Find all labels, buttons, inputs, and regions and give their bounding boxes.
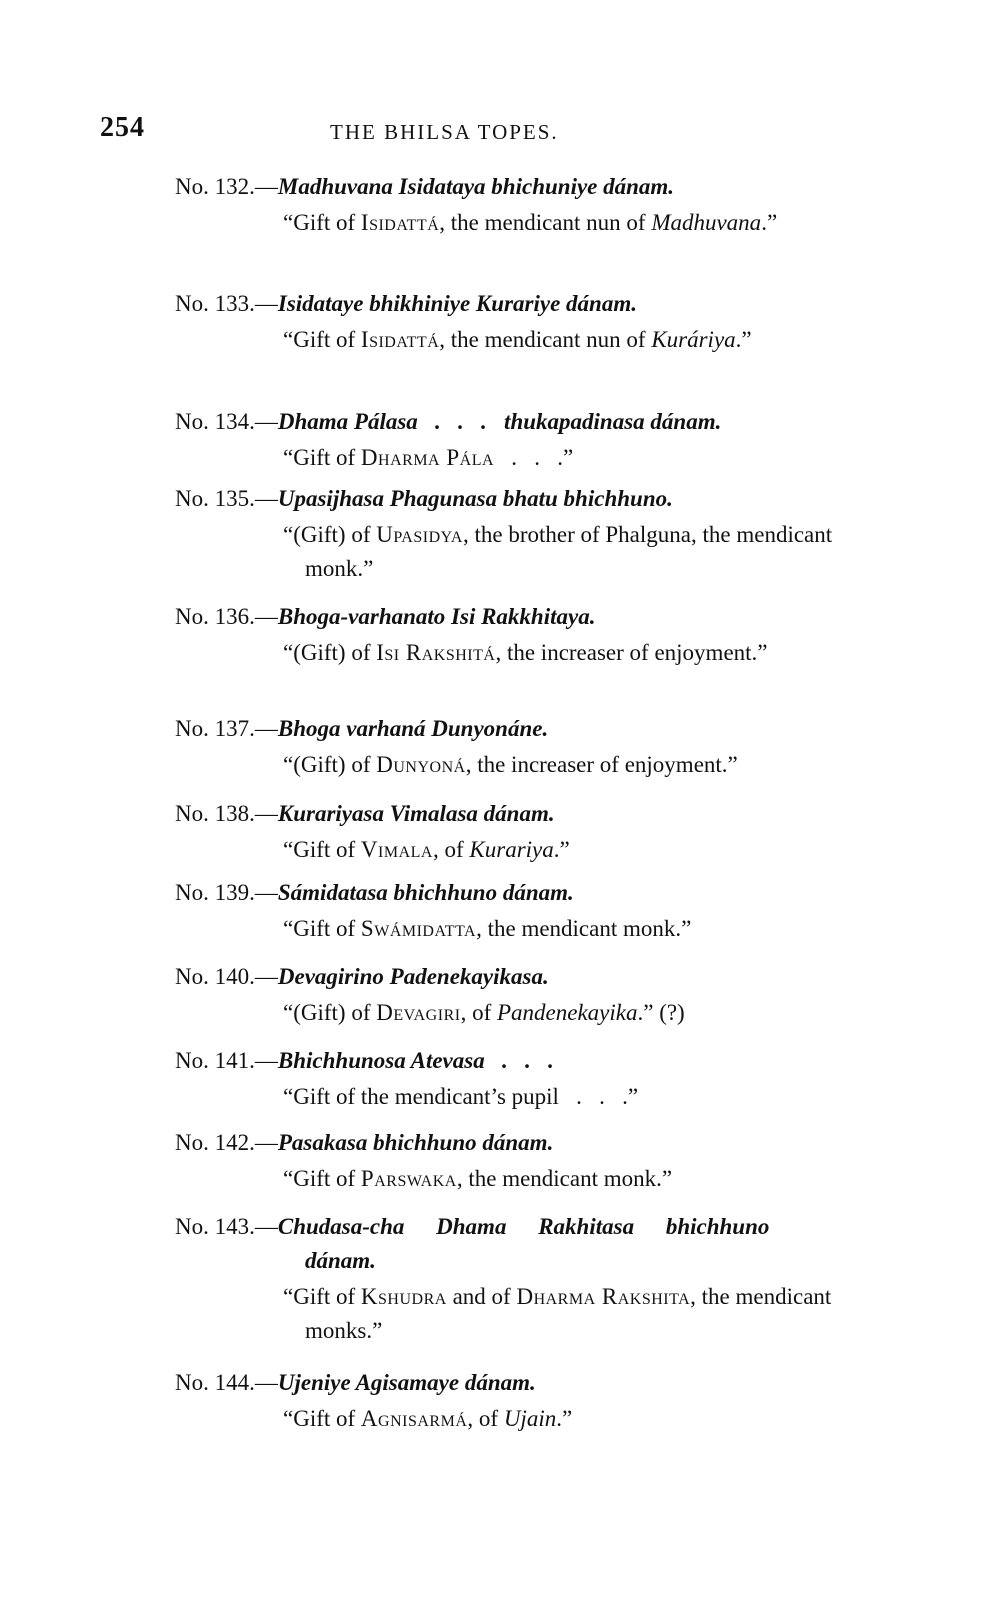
translation-text bbox=[175, 1402, 865, 1436]
translation-segment: . . .” bbox=[494, 445, 574, 470]
translation-segment: .” bbox=[735, 327, 752, 352]
entry-134 bbox=[175, 405, 865, 475]
translation-text bbox=[175, 1162, 865, 1196]
inscription-text: Bhichhunosa Atevasa . . . bbox=[277, 1048, 554, 1073]
inscription-text: Madhuvana Isidataya bhichuniye dánam. bbox=[277, 174, 675, 199]
translation-segment: “Gift of bbox=[283, 837, 361, 862]
translation-text bbox=[175, 323, 865, 357]
entry-number: No. 141. bbox=[175, 1048, 255, 1073]
translation-segment: , the mendicant monk.” bbox=[456, 1166, 673, 1191]
entry-143 bbox=[175, 1210, 865, 1348]
entry-heading: No. 143.—Chudasa-cha Dhama Rakhitasa bhichhuno dánam. bbox=[175, 1214, 770, 1273]
entry-142 bbox=[175, 1126, 865, 1196]
place-name: Ujain bbox=[503, 1406, 557, 1431]
entry-number: No. 132. bbox=[175, 174, 255, 199]
translation-segment: , of bbox=[467, 1406, 504, 1431]
entry-139 bbox=[175, 876, 865, 946]
entry-141 bbox=[175, 1044, 865, 1114]
page-number: 254 bbox=[100, 112, 145, 143]
translation-text bbox=[175, 206, 865, 240]
translation-segment: , the increaser of enjoyment.” bbox=[465, 752, 738, 777]
proper-name: Agnisarmá bbox=[360, 1406, 468, 1431]
translation-segment: “(Gift) of bbox=[283, 752, 377, 777]
proper-name: Isidattá bbox=[360, 327, 440, 352]
entry-heading: No. 137.—Bhoga varhaná Dunyonáne. bbox=[175, 716, 549, 741]
translation-segment: and of bbox=[446, 1284, 517, 1309]
translation-segment: “Gift of bbox=[283, 445, 361, 470]
translation-segment: “Gift of bbox=[283, 210, 361, 235]
translation-text bbox=[175, 518, 865, 586]
translation-segment: “Gift of the mendicant’s pupil . . .” bbox=[283, 1084, 639, 1109]
entry-137 bbox=[175, 712, 865, 782]
inscription-text: Dhama Pálasa . . . thukapadinasa dánam. bbox=[277, 409, 722, 434]
translation-segment: , the mendicant nun of bbox=[439, 210, 652, 235]
inscription-text: Sámidatasa bhichhuno dánam. bbox=[277, 880, 574, 905]
entry-number: No. 134. bbox=[175, 409, 255, 434]
entry-number: No. 138. bbox=[175, 801, 255, 826]
entry-133 bbox=[175, 287, 865, 357]
inscription-text: Pasakasa bhichhuno dánam. bbox=[277, 1130, 554, 1155]
inscription-text: Bhoga varhaná Dunyonáne. bbox=[277, 716, 549, 741]
translation-segment: .” bbox=[553, 837, 570, 862]
entry-heading: No. 140.—Devagirino Padenekayikasa. bbox=[175, 964, 549, 989]
proper-name: Dharma Rakshita bbox=[516, 1284, 691, 1309]
translation-segment: “(Gift) of bbox=[283, 640, 377, 665]
proper-name: Isidattá bbox=[360, 210, 440, 235]
entry-heading: No. 132.—Madhuvana Isidataya bhichuniye dánam. bbox=[175, 174, 675, 199]
translation-text bbox=[175, 748, 865, 782]
entry-number: No. 137. bbox=[175, 716, 255, 741]
entry-number: No. 133. bbox=[175, 291, 255, 316]
place-name: Madhuvana bbox=[651, 210, 762, 235]
proper-name: Swámidatta bbox=[360, 916, 477, 941]
proper-name: Dunyoná bbox=[376, 752, 466, 777]
inscription-text: Kurariyasa Vimalasa dánam. bbox=[277, 801, 555, 826]
entry-135 bbox=[175, 482, 865, 586]
translation-segment: , of bbox=[432, 837, 470, 862]
entry-heading: No. 133.—Isidataye bhikhiniye Kurariye dánam. bbox=[175, 291, 637, 316]
entry-132 bbox=[175, 170, 865, 240]
inscription-text: Bhoga-varhanato Isi Rakkhitaya. bbox=[277, 604, 596, 629]
translation-segment: .” bbox=[556, 1406, 573, 1431]
inscription-text: Chudasa-cha Dhama Rakhitasa bhichhuno dánam. bbox=[277, 1214, 770, 1273]
entry-number: No. 142. bbox=[175, 1130, 255, 1155]
place-name: Kurariya bbox=[469, 837, 554, 862]
translation-text bbox=[175, 1080, 865, 1114]
inscription-text: Devagirino Padenekayikasa. bbox=[277, 964, 549, 989]
translation-segment: , of bbox=[460, 1000, 497, 1025]
entry-136 bbox=[175, 600, 865, 670]
entry-heading: No. 141.—Bhichhunosa Atevasa . . . bbox=[175, 1048, 554, 1073]
entry-number: No. 144. bbox=[175, 1370, 255, 1395]
entry-heading: No. 144.—Ujeniye Agisamaye dánam. bbox=[175, 1370, 536, 1395]
translation-segment: “(Gift) of bbox=[283, 1000, 377, 1025]
translation-segment: , the mendicant monks.” bbox=[305, 1284, 832, 1343]
translation-text bbox=[175, 833, 865, 867]
proper-name: Upasidya bbox=[376, 522, 463, 547]
translation-text bbox=[175, 996, 865, 1030]
proper-name: Isi Rakshitá bbox=[376, 640, 496, 665]
entry-140 bbox=[175, 960, 865, 1030]
inscription-text: Upasijhasa Phagunasa bhatu bhichhuno. bbox=[277, 486, 673, 511]
translation-segment: , the brother of Phalguna, the mendicant monk.” bbox=[305, 522, 833, 581]
translation-segment: , the mendicant monk.” bbox=[476, 916, 692, 941]
entry-number: No. 140. bbox=[175, 964, 255, 989]
proper-name: Dharma Pála bbox=[360, 445, 495, 470]
entry-heading: No. 134.—Dhama Pálasa . . . thukapadinasa dánam. bbox=[175, 409, 722, 434]
place-name: Pandenekayika bbox=[497, 1000, 638, 1025]
entry-number: No. 143. bbox=[175, 1214, 255, 1239]
entry-144 bbox=[175, 1366, 865, 1436]
entry-heading: No. 135.—Upasijhasa Phagunasa bhatu bhichhuno. bbox=[175, 486, 673, 511]
translation-segment: , the increaser of enjoyment.” bbox=[495, 640, 768, 665]
inscription-text: Ujeniye Agisamaye dánam. bbox=[277, 1370, 536, 1395]
proper-name: Vimala bbox=[360, 837, 433, 862]
entry-number: No. 136. bbox=[175, 604, 255, 629]
translation-segment: “Gift of bbox=[283, 1406, 361, 1431]
translation-text bbox=[175, 441, 865, 475]
entry-heading: No. 138.—Kurariyasa Vimalasa dánam. bbox=[175, 801, 555, 826]
place-name: Kuráriya bbox=[651, 327, 736, 352]
translation-segment: “Gift of bbox=[283, 1166, 361, 1191]
entry-heading: No. 139.—Sámidatasa bhichhuno dánam. bbox=[175, 880, 574, 905]
translation-segment: “Gift of bbox=[283, 916, 361, 941]
translation-segment: “Gift of bbox=[283, 327, 361, 352]
entry-138 bbox=[175, 797, 865, 867]
entry-heading: No. 142.—Pasakasa bhichhuno dánam. bbox=[175, 1130, 554, 1155]
translation-text bbox=[175, 912, 865, 946]
page-header bbox=[100, 112, 620, 152]
translation-segment: “Gift of bbox=[283, 1284, 361, 1309]
translation-segment: “(Gift) of bbox=[283, 522, 377, 547]
translation-segment: .” bbox=[761, 210, 778, 235]
proper-name: Devagiri bbox=[376, 1000, 461, 1025]
entry-number: No. 135. bbox=[175, 486, 255, 511]
translation-segment: .” (?) bbox=[637, 1000, 685, 1025]
inscription-text: Isidataye bhikhiniye Kurariye dánam. bbox=[277, 291, 637, 316]
entry-number: No. 139. bbox=[175, 880, 255, 905]
translation-text bbox=[175, 1280, 865, 1348]
entry-heading: No. 136.—Bhoga-varhanato Isi Rakkhitaya. bbox=[175, 604, 596, 629]
translation-text bbox=[175, 636, 865, 670]
proper-name: Parswaka bbox=[360, 1166, 457, 1191]
proper-name: Kshudra bbox=[360, 1284, 447, 1309]
translation-segment: , the mendicant nun of bbox=[439, 327, 652, 352]
running-title: THE BHILSA TOPES. bbox=[330, 120, 559, 144]
